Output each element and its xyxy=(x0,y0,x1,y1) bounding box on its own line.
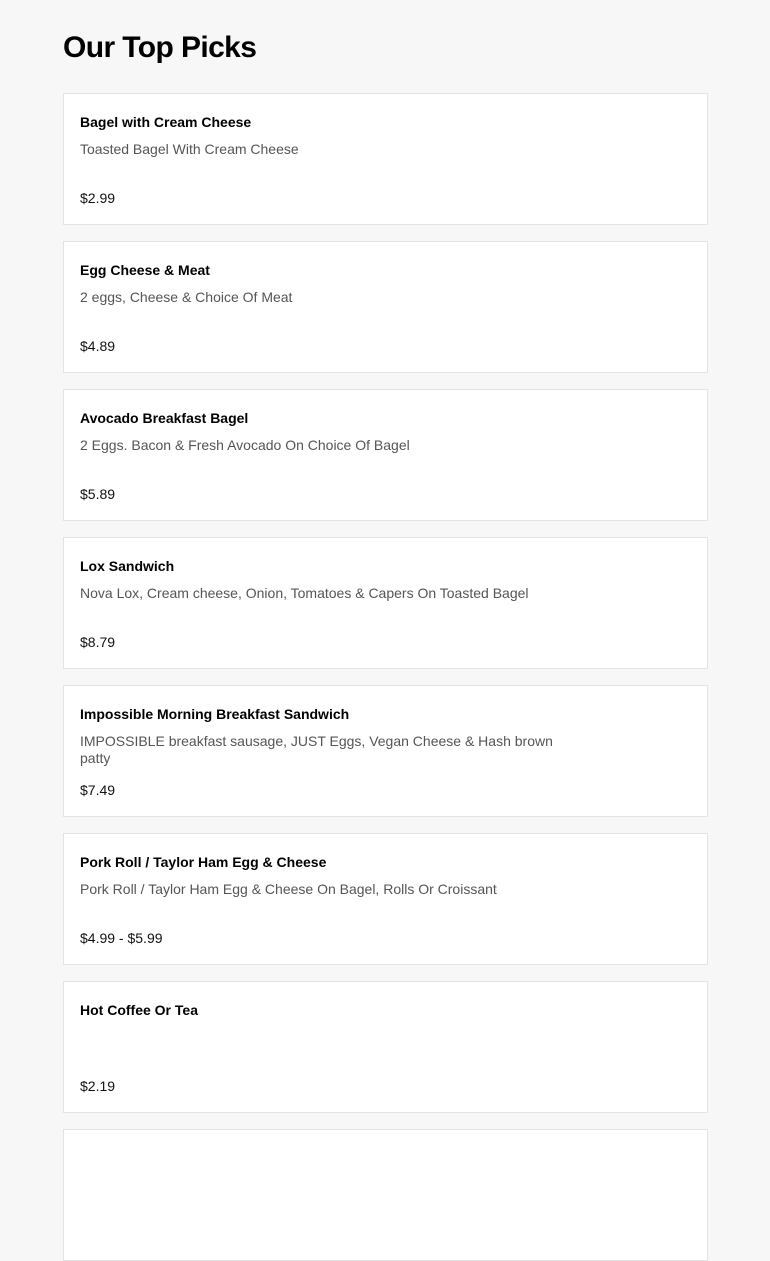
menu-item-card[interactable] xyxy=(63,241,708,373)
menu-page xyxy=(63,0,708,1094)
menu-item-description: IMPOSSIBLE breakfast sausage, JUST Eggs, Vegan Cheese & Hash brown patty xyxy=(80,733,553,766)
menu-item-name: Hot Coffee Or Tea xyxy=(80,1002,198,1018)
menu-item-description: Pork Roll / Taylor Ham Egg & Cheese On Bagel, Rolls Or Croissant xyxy=(80,881,497,897)
menu-item-price: $2.99 xyxy=(80,190,116,206)
menu-item-description: 2 eggs, Cheese & Choice Of Meat xyxy=(80,289,293,305)
menu-item-price: $7.49 xyxy=(80,782,116,798)
menu-item-price: $5.89 xyxy=(80,486,116,502)
menu-item-name: Impossible Morning Breakfast Sandwich xyxy=(80,706,350,722)
menu-item-card[interactable] xyxy=(63,389,708,521)
menu-item-description xyxy=(80,1029,570,1063)
menu-item-card-partial[interactable] xyxy=(63,1129,708,1261)
menu-item-card[interactable] xyxy=(63,93,708,225)
menu-item-card[interactable] xyxy=(63,685,708,817)
section-title: Our Top Picks xyxy=(63,31,257,64)
menu-item-card[interactable] xyxy=(63,537,708,669)
menu-item-price: $2.19 xyxy=(80,1078,116,1094)
menu-item-description: Nova Lox, Cream cheese, Onion, Tomatoes & Capers On Toasted Bagel xyxy=(80,585,529,601)
menu-item-price: $4.89 xyxy=(80,338,116,354)
menu-item-description: 2 Eggs. Bacon & Fresh Avocado On Choice Of Bagel xyxy=(80,437,410,453)
menu-item-card[interactable] xyxy=(63,833,708,965)
menu-item-name: Bagel with Cream Cheese xyxy=(80,114,252,130)
menu-item-price: $4.99 - $5.99 xyxy=(80,930,163,946)
menu-item-name: Pork Roll / Taylor Ham Egg & Cheese xyxy=(80,854,327,870)
menu-item-card[interactable] xyxy=(63,981,708,1113)
menu-item-price: $8.79 xyxy=(80,634,116,650)
menu-item-name: Egg Cheese & Meat xyxy=(80,262,210,278)
menu-item-description: Toasted Bagel With Cream Cheese xyxy=(80,141,299,157)
menu-item-name: Avocado Breakfast Bagel xyxy=(80,410,249,426)
menu-item-name: Lox Sandwich xyxy=(80,558,175,574)
